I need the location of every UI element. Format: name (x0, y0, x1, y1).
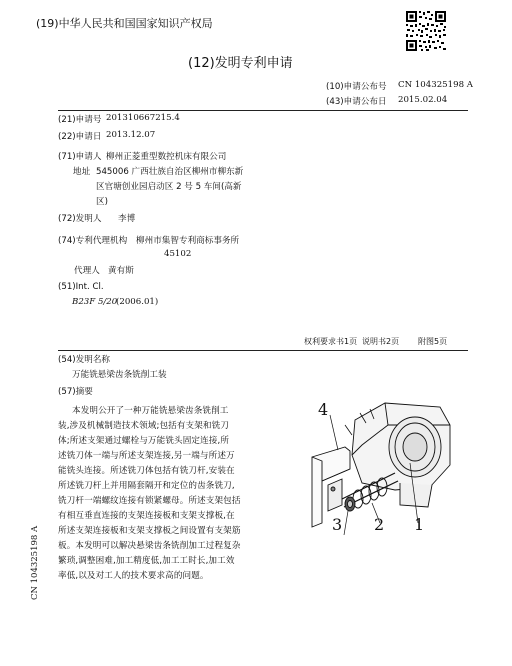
inventor-label: (72)发明人 (58, 214, 102, 224)
applicant-name: 柳州正菱重型数控机床有限公司 (106, 152, 227, 162)
section-rule (58, 350, 468, 351)
abstract-line: 率低,以及对工人的技术要求高的问题。 (58, 571, 209, 581)
qr-code (405, 10, 447, 52)
abstract-line: 体;所述支架通过螺栓与万能铣头固定连接,所 (58, 436, 230, 446)
document-type: (12)发明专利申请 (188, 56, 293, 71)
application-number-label: (21)申请号 (58, 115, 102, 125)
figure-callout-1: 1 (414, 515, 425, 534)
abstract-line: 所述铣刀杆上并用隔套隔开和定位的齿条铣刀, (58, 481, 235, 491)
invention-title-label: (54)发明名称 (58, 355, 111, 365)
figure-callout-2: 2 (374, 515, 385, 534)
address-label: 地址 (73, 167, 91, 177)
agency-label: (74)专利代理机构 (58, 236, 128, 246)
publication-number: CN 104325198 A (398, 80, 473, 90)
abstract-line: 能铣头连接。所述铣刀体包括有铣刀杆,安装在 (58, 466, 235, 476)
publication-date-label: (43)申请公布日 (326, 97, 387, 107)
address-line-1: 545006 广西壮族自治区柳州市柳东新 (96, 167, 244, 177)
drawings-pages: 附图5页 (418, 337, 448, 346)
side-publication-code: CN 104325198 A (30, 525, 40, 600)
issuing-office: (19)中华人民共和国国家知识产权局 (36, 17, 213, 30)
int-cl-label: (51)Int. Cl. (58, 282, 104, 292)
abstract-line: 装,涉及机械制造技术领域;包括有支架和铣刀 (58, 421, 230, 431)
claims-pages: 权利要求书1页 (304, 337, 358, 346)
figure-callout-4: 4 (318, 400, 329, 419)
abstract-label: (57)摘要 (58, 387, 93, 397)
agency-name: 柳州市集智专利商标事务所 (136, 236, 240, 246)
description-pages: 说明书2页 (362, 337, 400, 346)
agency-code: 45102 (164, 249, 192, 259)
abstract-line: 所述支架连接板和支架支撑板之间设置有支架筋 (58, 526, 241, 536)
invention-title: 万能铣悬梁齿条铣削工装 (72, 370, 167, 380)
application-date: 2013.12.07 (106, 130, 156, 140)
abstract-line: 铣刀杆一端螺纹连接有锁紧螺母。所述支架包括 (58, 496, 241, 506)
address-line-2: 区官塘创业园启动区 2 号 5 车间(高新 (96, 182, 242, 192)
inventor-name: 李博 (118, 214, 136, 224)
int-cl-class: B23F 5/20 (72, 297, 118, 307)
abstract-line: 述铣刀体一端与所述支架连接,另一端与所述万 (58, 451, 235, 461)
int-cl-year: (2006.01) (116, 297, 159, 307)
publication-number-label: (10)申请公布号 (326, 82, 387, 92)
applicant-label: (71)申请人 (58, 152, 102, 162)
abstract-line: 本发明公开了一种万能铣悬梁齿条铣削工 (72, 406, 229, 416)
address-line-3: 区) (96, 197, 108, 207)
agent-name: 黄有斯 (108, 266, 134, 276)
figure-callout-3: 3 (332, 515, 343, 534)
header-rule (58, 110, 468, 111)
abstract-line: 板。本发明可以解决悬梁齿条铣削加工过程复杂 (58, 541, 241, 551)
abstract-line: 繁琐,调整困难,加工精度低,加工工时长,加工效 (58, 556, 235, 566)
application-number: 201310667215.4 (106, 113, 180, 123)
abstract-line: 有相互垂直连接的支架连接板和支架支撑板,在 (58, 511, 235, 521)
publication-date: 2015.02.04 (398, 95, 448, 105)
agent-label: 代理人 (74, 266, 100, 276)
application-date-label: (22)申请日 (58, 132, 102, 142)
